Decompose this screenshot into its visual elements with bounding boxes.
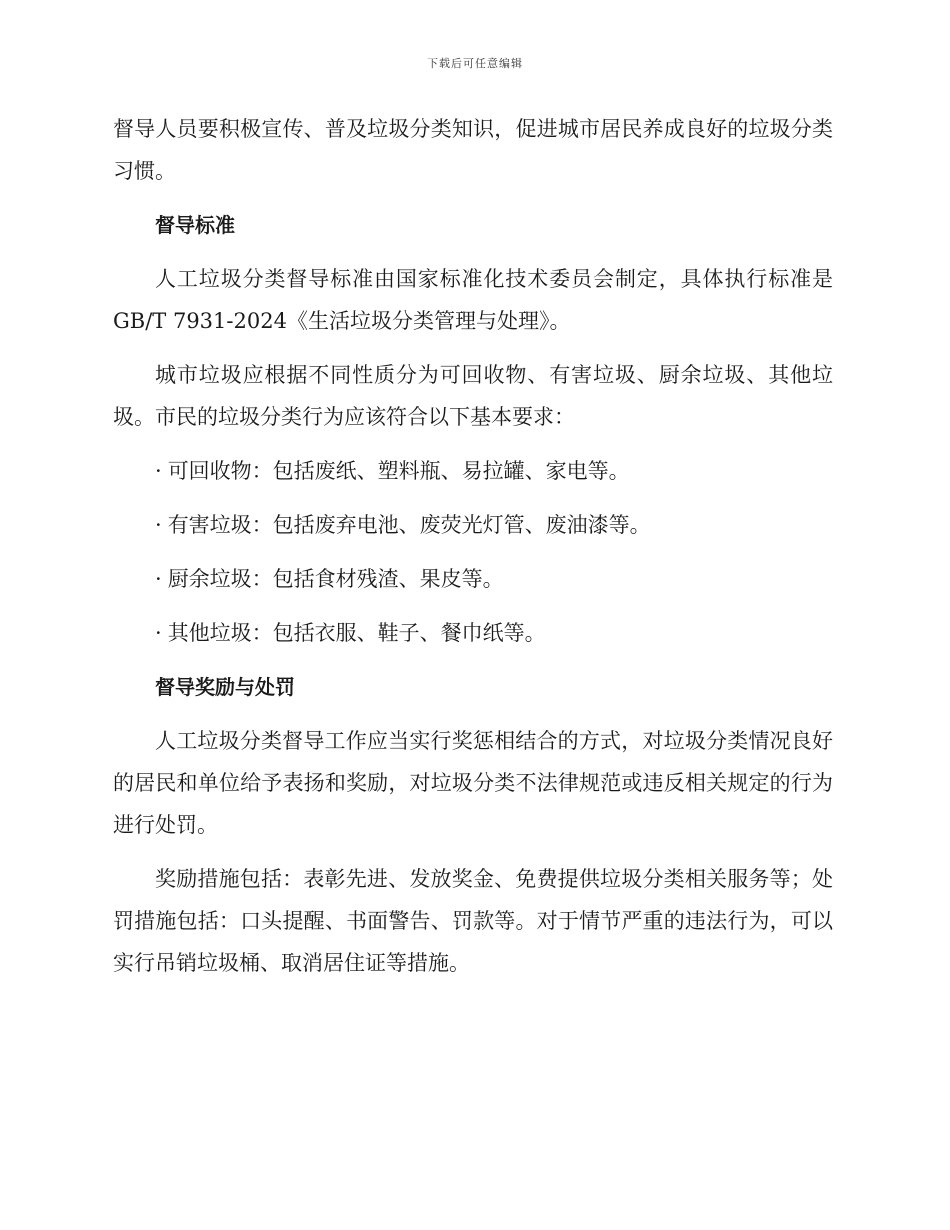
- bullet-dot-icon: ·: [155, 567, 162, 591]
- list-item: [155, 558, 833, 600]
- list-item-text: 可回收物：包括废纸、塑料瓶、易拉罐、家电等。: [167, 459, 630, 483]
- list-item: [155, 612, 833, 654]
- document-body: [113, 108, 833, 996]
- section-heading-standards: 督导标准: [155, 213, 235, 237]
- bullet-dot-icon: ·: [155, 621, 162, 645]
- list-item: [155, 504, 833, 546]
- standards-paragraph-1: 人工垃圾分类督导标准由国家标准化技术委员会制定，具体执行标准是GB/T 7931-2024《生活垃圾分类管理与处理》。: [113, 267, 833, 333]
- bullet-dot-icon: ·: [155, 513, 162, 537]
- list-item: [155, 450, 833, 492]
- intro-paragraph: 督导人员要积极宣传、普及垃圾分类知识，促进城市居民养成良好的垃圾分类习惯。: [113, 117, 833, 183]
- standards-paragraph-2: 城市垃圾应根据不同性质分为可回收物、有害垃圾、厨余垃圾、其他垃圾。市民的垃圾分类行为应该符合以下基本要求：: [113, 363, 833, 429]
- rewards-paragraph-1: 人工垃圾分类督导工作应当实行奖惩相结合的方式，对垃圾分类情况良好的居民和单位给予表扬和奖励，对垃圾分类不法律规范或违反相关规定的行为进行处罚。: [113, 729, 833, 837]
- list-item-text: 其他垃圾：包括衣服、鞋子、餐巾纸等。: [167, 621, 546, 645]
- section-heading-rewards-penalties: 督导奖励与处罚: [155, 675, 295, 699]
- bullet-dot-icon: ·: [155, 459, 162, 483]
- header-note: 下载后可任意编辑: [427, 57, 523, 70]
- rewards-paragraph-2: 奖励措施包括：表彰先进、发放奖金、免费提供垃圾分类相关服务等；处罚措施包括：口头提醒、书面警告、罚款等。对于情节严重的违法行为，可以实行吊销垃圾桶、取消居住证等措施。: [113, 867, 833, 975]
- list-item-text: 厨余垃圾：包括食材残渣、果皮等。: [167, 567, 504, 591]
- list-item-text: 有害垃圾：包括废弃电池、废荧光灯管、废油漆等。: [167, 513, 651, 537]
